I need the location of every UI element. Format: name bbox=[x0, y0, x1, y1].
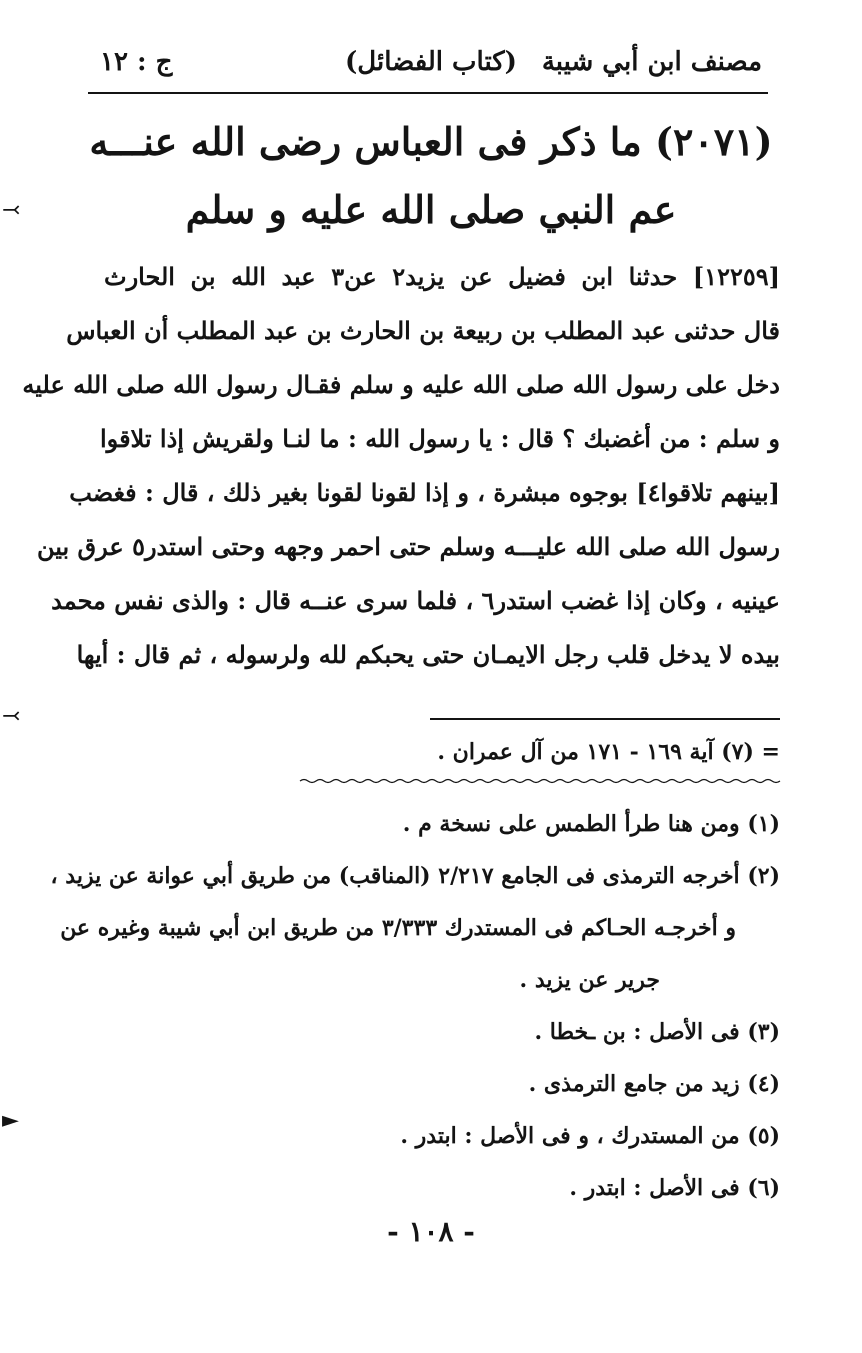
scan-edge-mark-icon: ► bbox=[2, 1108, 19, 1133]
running-header-volume: ج : ١٢ bbox=[100, 47, 173, 77]
body-line: [١٢٢٥٩] حدثنا ابن فضيل عن يزيد٢ عن٣ عبد الله بن الحارث bbox=[104, 262, 780, 291]
body-line: رسول الله صلى الله عليـــه وسلم حتى احمر وجهه وحتى استدر٥ عرق بين bbox=[36, 532, 780, 561]
header-rule bbox=[88, 92, 768, 94]
footnote-2-continued: جرير عن يزيد . bbox=[519, 967, 660, 993]
body-line: قال حدثنى عبد المطلب بن ربيعة بن الحارث بن عبد المطلب أن العباس bbox=[66, 316, 780, 345]
footnote-3: (٣) فى الأصل : بن ـخطا . bbox=[534, 1019, 780, 1045]
footnotes bbox=[50, 798, 780, 1214]
footnote-2-continued: و أخرجـه الحـاكم فى المستدرك ٣/٣٣٣ من طريق ابن أبي شيبة وغيره عن bbox=[60, 915, 736, 941]
page-number: - ١٠٨ - bbox=[387, 1215, 475, 1248]
scan-edge-mark-icon: ⤙ bbox=[2, 198, 21, 223]
footnote-separator bbox=[430, 718, 780, 720]
section-title-line-1: (٢٠٧١) ما ذكر فى العباس رضى الله عنـــه bbox=[89, 119, 773, 164]
hadith-text bbox=[22, 250, 780, 682]
body-line: [بينهم تلاقوا٤] بوجوه مبشرة ، و إذا لقونا لقونا بغير ذلك ، قال : فغضب bbox=[69, 478, 780, 507]
body-line: و سلم : من أغضبك ؟ قال : يا رسول الله : ما لنـا ولقريش إذا تلاقوا bbox=[100, 424, 780, 453]
wavy-divider bbox=[300, 778, 778, 784]
footnote-2: (٢) أخرجه الترمذى فى الجامع ٢/٢١٧ (المناقب) من طريق أبي عوانة عن يزيد ، bbox=[50, 863, 780, 889]
continued-footnote: = (٧) آية ١٦٩ - ١٧١ من آل عمران . bbox=[437, 739, 780, 765]
body-line: دخل على رسول الله صلى الله عليه و سلم فقـال رسول الله صلى الله عليه bbox=[22, 370, 780, 399]
running-header-chapter: (كتاب الفضائل) bbox=[345, 47, 517, 77]
footnote-5: (٥) من المستدرك ، و فى الأصل : ابتدر . bbox=[400, 1123, 780, 1149]
section-title-line-2: عم النبي صلى الله عليه و سلم bbox=[185, 187, 677, 232]
body-line: بيده لا يدخل قلب رجل الايمـان حتى يحبكم لله ولرسوله ، ثم قال : أيها bbox=[76, 640, 780, 669]
body-line: عينيه ، وكان إذا غضب استدر٦ ، فلما سرى عنــه قال : والذى نفس محمد bbox=[51, 586, 780, 615]
footnote-1: (١) ومن هنا طرأ الطمس على نسخة م . bbox=[402, 811, 780, 837]
scan-edge-mark-icon: ⤙ bbox=[2, 704, 21, 729]
footnote-6: (٦) فى الأصل : ابتدر . bbox=[569, 1175, 780, 1201]
footnote-4: (٤) زيد من جامع الترمذى . bbox=[528, 1071, 780, 1097]
running-header-book-title: مصنف ابن أبي شيبة bbox=[541, 47, 762, 77]
